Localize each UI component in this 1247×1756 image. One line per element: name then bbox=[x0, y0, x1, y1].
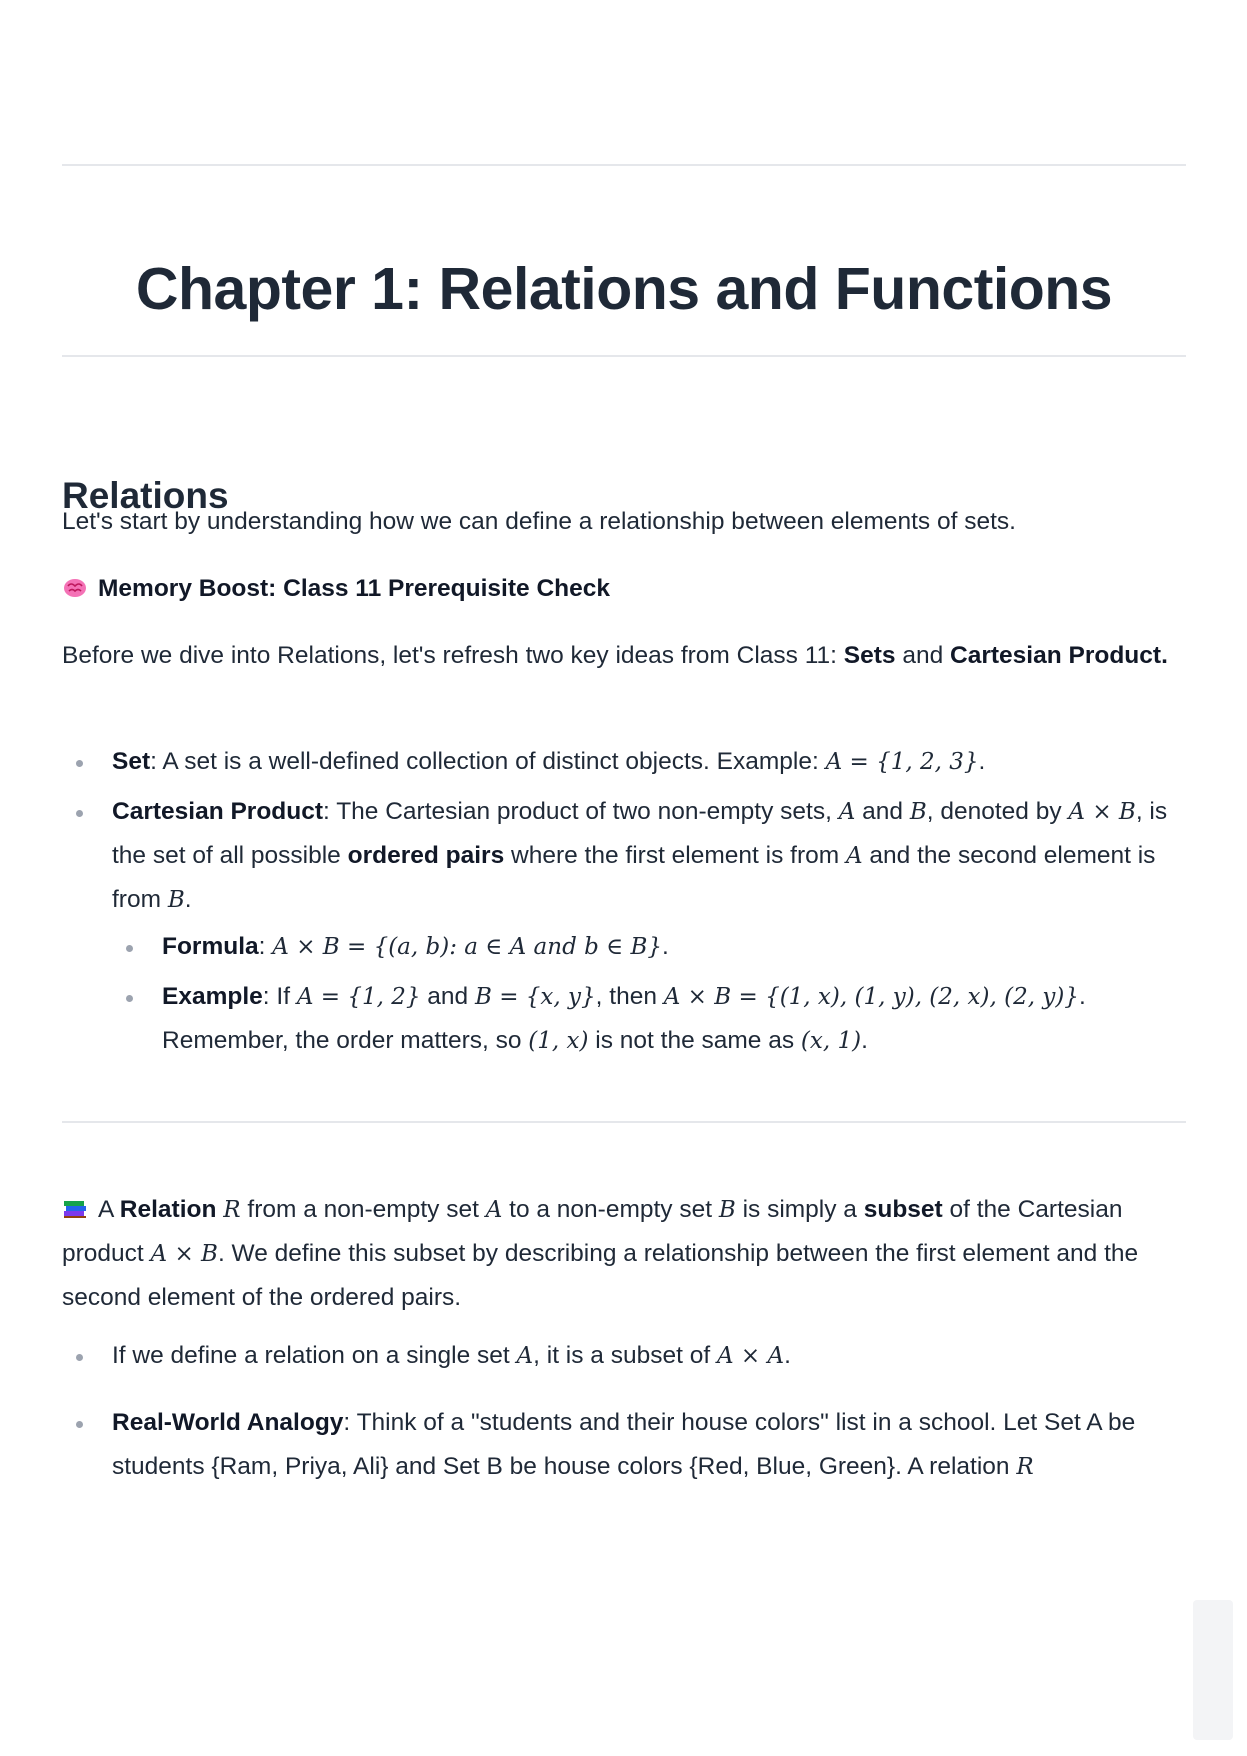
math-AxB: A × B bbox=[1068, 799, 1136, 825]
analogy-text: : Think of a "students and their house colors" list in a school. Let Set A be students {Ram, Priya, Ali} and Set B be house colors {Red, Blue, Green}. A relation bbox=[112, 1409, 1136, 1480]
ordered-pairs-bold: ordered pairs bbox=[347, 842, 505, 869]
prerequisite-list bbox=[62, 740, 1186, 922]
list-item-analogy bbox=[62, 1401, 1186, 1489]
subset-bold: subset bbox=[863, 1196, 943, 1223]
refresh-end: . bbox=[1161, 642, 1168, 669]
single-text-2: , it is a subset of bbox=[533, 1342, 717, 1369]
cartesian-label: Cartesian Product bbox=[112, 798, 324, 825]
single-math-A: A bbox=[516, 1343, 534, 1369]
relation-text-5: . We define this subset by describing a relationship between the first element and the second element of the ordered pairs. bbox=[62, 1240, 1139, 1311]
math-B-2: B bbox=[167, 887, 185, 913]
cartesian-text-1: : The Cartesian product of two non-empty sets, bbox=[323, 798, 839, 825]
example-label: Example bbox=[162, 983, 263, 1010]
section-divider bbox=[62, 1121, 1186, 1123]
example-not: is not the same as bbox=[588, 1027, 801, 1054]
math-R: R bbox=[223, 1197, 241, 1223]
math-A-2: A bbox=[845, 843, 863, 869]
relation-a: A bbox=[98, 1196, 120, 1223]
refresh-paragraph bbox=[62, 634, 1186, 678]
refresh-bold-sets: Sets bbox=[843, 642, 896, 669]
cartesian-and: and bbox=[855, 798, 910, 825]
example-rest: . Remember, the order matters, so bbox=[162, 983, 1086, 1054]
formula-label: Formula bbox=[162, 933, 259, 960]
cartesian-text-5: and the second element is from bbox=[112, 842, 1156, 913]
memory-boost-heading bbox=[62, 567, 1186, 611]
list-item-formula: Formula: A × B = {(a, b): a ∈ A and b ∈ B}. bbox=[62, 925, 1186, 969]
example-math-2: B = {x, y} bbox=[475, 984, 596, 1010]
single-math-AxA: A × A bbox=[716, 1343, 785, 1369]
intro-paragraph: Let's start by understanding how we can define a relationship between elements of sets. bbox=[62, 508, 1016, 535]
set-math: A = {1, 2, 3} bbox=[825, 749, 979, 775]
single-text-1: If we define a relation on a single set bbox=[112, 1342, 517, 1369]
cartesian-text-6: . bbox=[184, 886, 192, 913]
single-text-3: . bbox=[784, 1342, 791, 1369]
example-if: : If bbox=[262, 983, 297, 1010]
example-math-1: A = {1, 2} bbox=[296, 984, 421, 1010]
analogy-math-R: R bbox=[1016, 1454, 1034, 1480]
analogy-label: Real-World Analogy bbox=[112, 1409, 344, 1436]
books-icon bbox=[62, 1195, 88, 1221]
set-text: : A set is a well-defined collection of distinct objects. Example: bbox=[150, 748, 826, 775]
section-heading-relations: Relations bbox=[62, 475, 229, 516]
brain-icon bbox=[62, 574, 88, 600]
example-end: . bbox=[861, 1027, 868, 1054]
math-A: A bbox=[838, 799, 856, 825]
list-item-set: Set: A set is a well-defined collection of distinct objects. Example: A = {1, 2, 3}. bbox=[62, 740, 1186, 784]
relation-text-1: from a non-empty set bbox=[240, 1196, 486, 1223]
example-math-5: (x, 1) bbox=[800, 1028, 862, 1054]
list-item-cartesian bbox=[62, 790, 1186, 922]
cartesian-text-2: , denoted by bbox=[926, 798, 1069, 825]
relation-definition-paragraph bbox=[62, 1188, 1186, 1320]
refresh-and: and bbox=[895, 642, 951, 669]
page-title: Chapter 1: Relations and Functions bbox=[135, 256, 1113, 322]
cartesian-sub-list bbox=[62, 925, 1186, 1063]
refresh-bold-cartesian: Cartesian Product bbox=[950, 642, 1162, 669]
relation-list bbox=[62, 1334, 1186, 1489]
cartesian-text-4: where the first element is from bbox=[504, 842, 846, 869]
cartesian-text-3: , is the set of all possible bbox=[112, 798, 1168, 869]
scrollbar-thumb[interactable] bbox=[1193, 1600, 1233, 1740]
relation-text-4: of the Cartesian product bbox=[62, 1196, 1123, 1267]
top-divider bbox=[62, 164, 1186, 166]
example-math-3: A × B = {(1, x), (1, y), (2, x), (2, y)} bbox=[663, 984, 1079, 1010]
formula-math: A × B = {(a, b): a ∈ A and b ∈ B} bbox=[272, 934, 663, 960]
relation-math-AxB: A × B bbox=[150, 1241, 218, 1267]
math-B: B bbox=[909, 799, 927, 825]
set-label: Set bbox=[112, 748, 151, 775]
title-divider bbox=[62, 355, 1186, 357]
example-then: , then bbox=[595, 983, 664, 1010]
example-and: and bbox=[420, 983, 475, 1010]
list-item-example bbox=[62, 975, 1186, 1063]
relation-math-A: A bbox=[485, 1197, 503, 1223]
refresh-text: Before we dive into Relations, let's refresh two key ideas from Class 11: bbox=[62, 642, 844, 669]
memory-boost-label: Memory Boost: Class 11 Prerequisite Check bbox=[98, 575, 610, 602]
relation-math-B: B bbox=[718, 1197, 736, 1223]
relation-bold: Relation bbox=[119, 1196, 217, 1223]
example-math-4: (1, x) bbox=[528, 1028, 589, 1054]
relation-text-2: to a non-empty set bbox=[502, 1196, 719, 1223]
list-item-single-set bbox=[62, 1334, 1186, 1378]
relation-text-3: is simply a bbox=[735, 1196, 864, 1223]
